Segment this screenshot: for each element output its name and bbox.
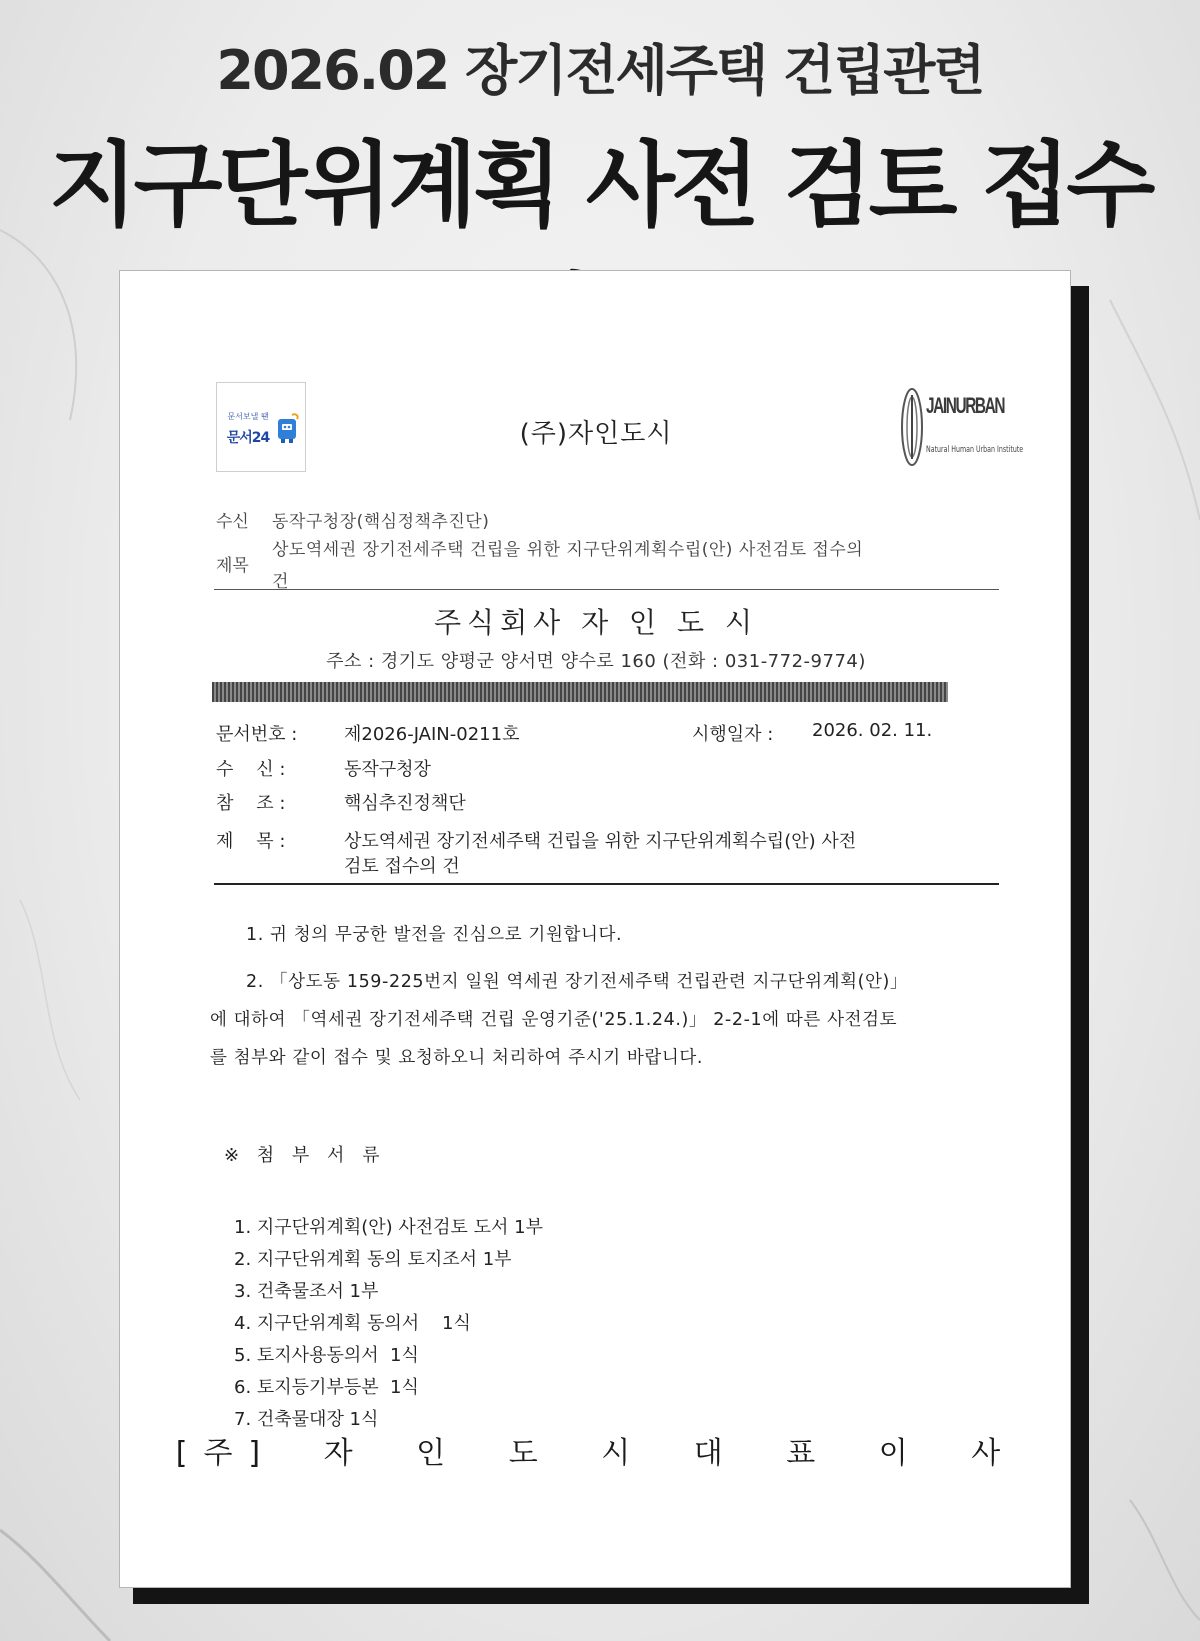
date-value: 2026. 02. 11. xyxy=(812,720,933,741)
doc24-logo-tagline: 문서보낼 땐 xyxy=(227,412,269,421)
reference-label: 참 조 : xyxy=(216,793,286,814)
jainurban-tagline: Natural Human Urban Institute xyxy=(926,445,1024,455)
subject-label: 제목 xyxy=(216,556,249,576)
subject-value-line2: 건 xyxy=(272,572,289,592)
attachment-item: 5. 토지사용동의서 1식 xyxy=(234,1345,419,1366)
headline-title: 지구단위계획 사전 검토 접수 xyxy=(48,132,1152,239)
attachment-item: 7. 건축물대장 1식 xyxy=(234,1409,379,1430)
attachment-item: 2. 지구단위계획 동의 토지조서 1부 xyxy=(234,1249,512,1270)
official-document xyxy=(119,270,1071,1588)
to-value: 동작구청장 xyxy=(344,759,431,780)
doc24-logo-name: 문서24 xyxy=(226,430,270,446)
company-address: 주소 : 경기도 양평군 양서면 양수로 160 (전화 : 031-772-9774) xyxy=(326,651,866,672)
jainurban-brand-text: JAINURBAN xyxy=(926,393,1005,418)
attachment-item: 4. 지구단위계획 동의서 1식 xyxy=(234,1313,471,1334)
attachment-item: 6. 토지등기부등본 1식 xyxy=(234,1377,419,1398)
title-value-line1: 상도역세권 장기전세주택 건립을 위한 지구단위계획수립(안) 사전 xyxy=(344,831,857,852)
attachment-item: 1. 지구단위계획(안) 사전검토 도서 1부 xyxy=(234,1217,543,1238)
date-label: 시행일자 : xyxy=(692,724,774,745)
title-value-line2: 검토 접수의 건 xyxy=(344,856,460,877)
jainurban-logo xyxy=(900,381,1024,471)
recipient-value: 동작구청장(핵심정책추진단) xyxy=(272,512,490,532)
emblem-icon xyxy=(900,385,924,469)
reference-value: 핵심추진정책단 xyxy=(344,793,466,814)
headline-subtitle: 2026.02 장기전세주택 건립관련 xyxy=(216,39,984,102)
to-label: 수 신 : xyxy=(216,759,286,780)
recipient-label: 수신 xyxy=(216,512,249,532)
company-name-header: (주)자인도시 xyxy=(519,419,673,449)
body-paragraph-2-line2: 에 대하여 「역세권 장기전세주택 건립 운영기준('25.1.24.)」 2-2-1에 따른 사전검토 xyxy=(210,1010,898,1030)
company-name-letterhead: 주식회사 자 인 도 시 xyxy=(434,606,758,639)
signature-line: [주] 자 인 도 시 대 표 이 사 xyxy=(175,1436,1017,1471)
body-paragraph-1: 1. 귀 청의 무궁한 발전을 진심으로 기원합니다. xyxy=(246,925,623,945)
docno-label: 문서번호 : xyxy=(216,724,298,745)
subject-value-line1: 상도역세권 장기전세주택 건립을 위한 지구단위계획수립(안) 사전검토 접수의 xyxy=(272,540,864,560)
header-divider xyxy=(214,589,999,590)
body-paragraph-2-line1: 2. 「상도동 159-225번지 일원 역세권 장기전세주택 건립관련 지구단위계획(안)」 xyxy=(246,972,909,992)
body-paragraph-2-line3: 를 첨부와 같이 접수 및 요청하오니 처리하여 주시기 바랍니다. xyxy=(210,1048,704,1068)
title-label: 제 목 : xyxy=(216,831,286,852)
attachment-item: 3. 건축물조서 1부 xyxy=(234,1281,379,1302)
docno-value: 제2026-JAIN-0211호 xyxy=(344,724,520,745)
decorative-bar xyxy=(212,682,948,702)
fields-divider xyxy=(214,883,999,885)
attachments-title: ※ 첨 부 서 류 xyxy=(224,1145,386,1166)
